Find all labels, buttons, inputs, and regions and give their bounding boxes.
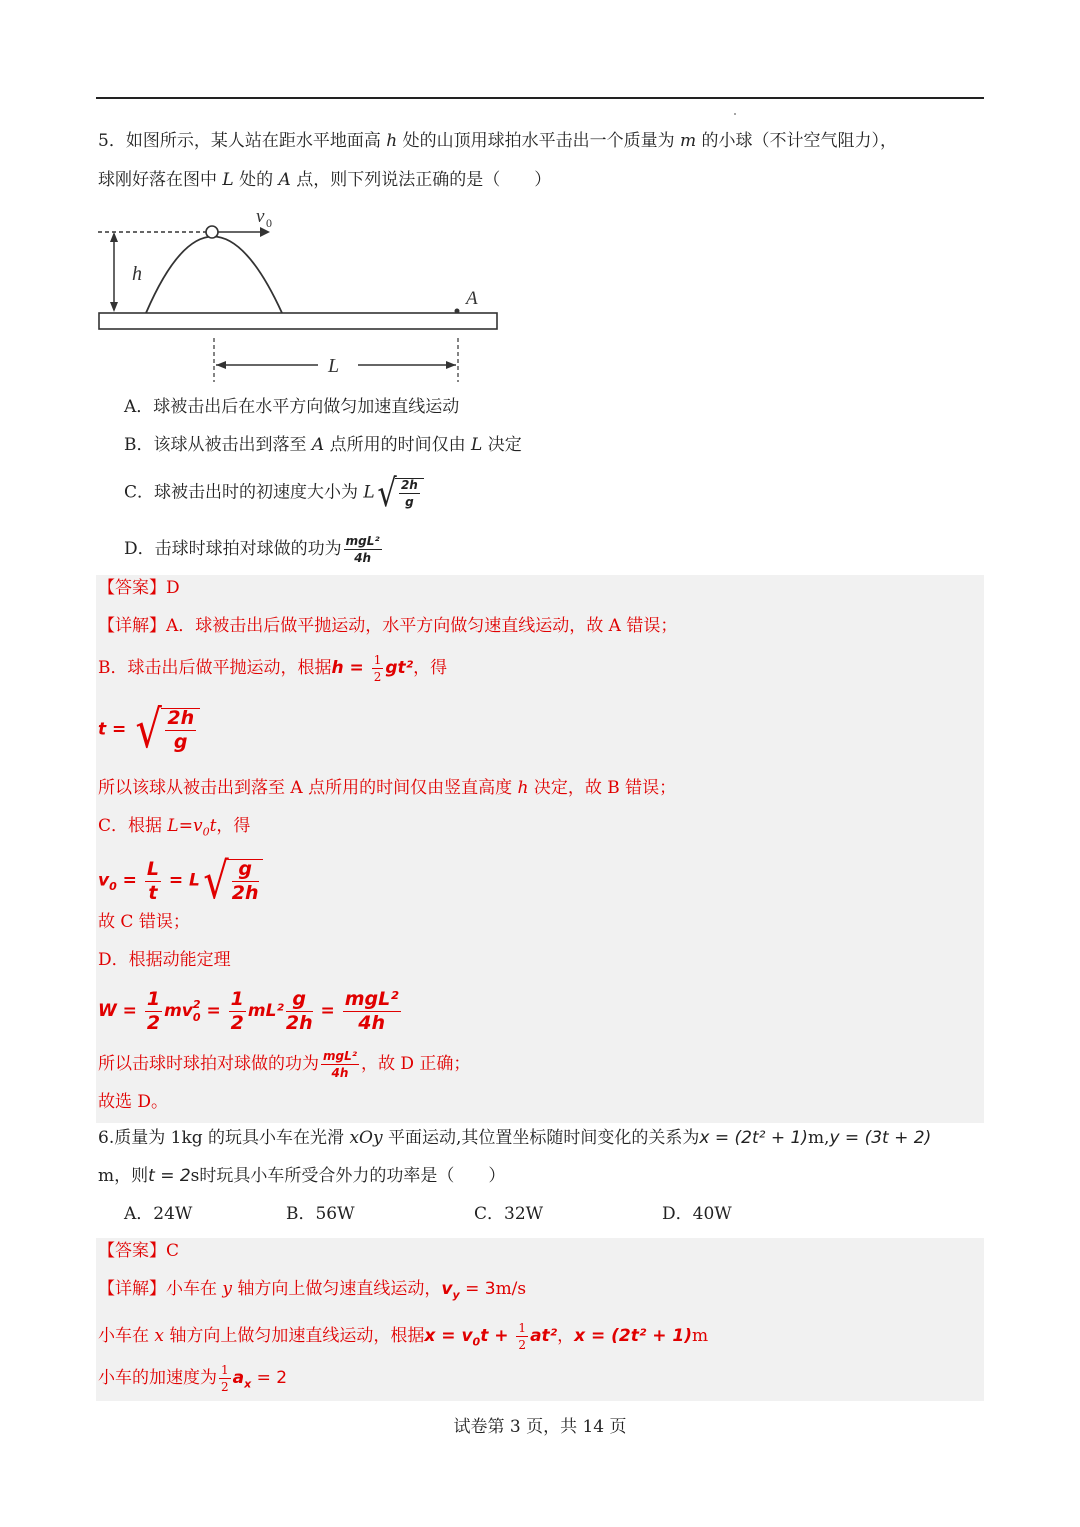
equation-part: = [314, 1001, 341, 1021]
half-fraction: $\frac{1}{2}$ [518, 1321, 527, 1352]
detail-text: ，故 D 正确； [361, 1054, 471, 1074]
fraction-denominator: 4h [358, 1012, 385, 1034]
detail-text: 轴方向上做匀速直线运动， [232, 1279, 442, 1299]
q5-option-c-var: L [363, 482, 375, 503]
figure-label-v0-sub: 0 [266, 216, 272, 230]
equation-part: W = [98, 1001, 143, 1021]
figure-label-L: L [328, 355, 340, 377]
ball [206, 226, 218, 238]
equation-part: x = (2t² + 1) [574, 1326, 693, 1346]
q5-stem-var-h: h [386, 131, 398, 151]
q5-stem-var-A: A [278, 170, 291, 190]
q5-detail-w-equation: W = $\frac{1}{2}$ mv 2 0 = $\frac{1}{2}$ mL² $\frac{g}{2h}$ = $\frac{\text{mgL²}}{4h}$ [98, 988, 399, 1034]
q6-stem-text: 平面运动,其位置坐标随时间变化的关系为 [382, 1128, 700, 1148]
half-fraction: $\frac{1}{2}$ [230, 988, 244, 1034]
answer-value: C [166, 1241, 180, 1261]
work-fraction-small [321, 1050, 359, 1079]
detail-text: 小车的加速度为 [98, 1368, 217, 1388]
q5-detail-d1: D．根据动能定理 [98, 950, 231, 970]
q5-option-b [124, 435, 522, 455]
q6-stem-line2 [98, 1166, 505, 1186]
figure-label-v0: v [256, 206, 265, 227]
equation-part: v [441, 1279, 453, 1299]
detail-text: C．根据 [98, 816, 168, 836]
q6-stem-line1 [98, 1128, 931, 1148]
q5-stem-text: 处的 [233, 170, 279, 190]
page-footer: 试卷第 3 页，共 14 页 [453, 1417, 627, 1437]
q6-detail-2 [98, 1322, 708, 1351]
half-fraction: $\frac{1}{2}$ [146, 988, 161, 1034]
equation-sub: 0 [472, 1335, 481, 1349]
detail-text: 轴方向上做匀加速直线运动，根据 [164, 1326, 425, 1346]
q6-stem-text: m，则 [98, 1166, 149, 1186]
q6-equation-y: y = (3t + 2) [829, 1128, 932, 1148]
q6-option-d: D．40W [662, 1204, 732, 1224]
L-over-t [145, 857, 161, 904]
fraction-numerator: mgL² [344, 988, 399, 1010]
q5-detail-c2: 故 C 错误； [98, 912, 190, 932]
fraction-denominator: 4h [354, 551, 372, 565]
detail-text: ，得 [216, 816, 251, 836]
equation-part: = 2 [251, 1368, 288, 1388]
q5-option-a: A．球被击出后在水平方向做匀加速直线运动 [124, 397, 460, 417]
ground-slab [99, 313, 497, 329]
work-fraction [343, 990, 401, 1033]
t-sqrt: √ $\frac{2h}{g}$ [132, 704, 200, 756]
detail-text: 小车在 [166, 1279, 223, 1299]
q6-option-a: A．24W [124, 1204, 193, 1224]
q5-stem-text: 5．如图所示，某人站在距水平地面高 [98, 131, 387, 151]
half-fraction: $\frac{1}{2}$ [373, 653, 382, 684]
equation-part: at² [530, 1326, 558, 1346]
detail-text: 决定，故 B 错误； [528, 778, 677, 798]
q5-stem-text: 处的山顶用球拍水平击出一个质量为 [397, 131, 680, 151]
q5-stem-line1 [98, 131, 897, 151]
detail-text: 所以击球时球拍对球做的功为 [98, 1054, 319, 1074]
q5-option-c-text: C．球被击出时的初速度大小为 [124, 482, 364, 503]
detail-var: y [222, 1279, 233, 1299]
detail-tag: 【详解】 [98, 616, 166, 636]
detail-var: t [209, 816, 217, 836]
equation-part: = L [162, 870, 200, 891]
q5-detail-d2 [98, 1050, 470, 1079]
q6-option-b: B．56W [286, 1204, 355, 1224]
equation-part: mv [164, 1001, 193, 1021]
q6-answer [98, 1241, 179, 1261]
projectile-figure [96, 200, 516, 390]
answer-value: D [166, 578, 180, 598]
q5-option-d-text: D．击球时球拍对球做的功为 [124, 539, 342, 559]
header-rule [96, 97, 984, 99]
header-dot [734, 113, 736, 115]
equation-part: mL² [247, 1001, 284, 1021]
sqrt-numerator: g [232, 860, 259, 882]
q5-stem-text: 点，则下列说法正确的是（ ） [290, 170, 552, 190]
q5-stem-line2 [98, 170, 551, 190]
q6-option-c: C．32W [474, 1204, 544, 1224]
answer-tag: 【答案】 [98, 1241, 166, 1261]
q5-detail-c-equation [98, 852, 263, 910]
q6-time-value: t = 2 [148, 1166, 191, 1186]
equation-part: v [98, 870, 110, 891]
q6-stem-text: m, [807, 1128, 830, 1148]
equation-sub: 0 [109, 879, 117, 893]
detail-unit: m [692, 1326, 709, 1346]
detail-var: L=v [167, 816, 203, 836]
g-over-2h [286, 990, 313, 1033]
q5-option-d-fraction [344, 535, 382, 564]
q5-detail-t-equation [98, 700, 200, 760]
q5-option-b-var: A [311, 435, 325, 455]
height-arrow-head-bottom [110, 302, 118, 312]
q6-stem-text: 6.质量为 1kg 的玩具小车在光滑 [98, 1128, 350, 1148]
detail-tag: 【详解】 [98, 1279, 166, 1299]
q5-detail-b1 [98, 654, 447, 683]
sqrt-numerator: 2h [400, 478, 418, 492]
fraction-numerator: mgL² [323, 1049, 357, 1063]
equation-sub: x [244, 1377, 252, 1391]
figure-label-A: A [466, 288, 478, 309]
q5-detail-b2 [98, 778, 676, 798]
equation-sub: y [452, 1288, 460, 1302]
equation-part: = [116, 870, 143, 891]
equation-part: t + [480, 1326, 515, 1346]
detail-text: 所以该球从被击出到落至 A 点所用的时间仅由竖直高度 [98, 778, 518, 798]
equation-part: = 3 [459, 1279, 496, 1299]
detail-text: ， [557, 1326, 575, 1346]
q6-detail-1 [98, 1279, 526, 1302]
q5-option-b-text: B．该球从被击出到落至 [124, 435, 312, 455]
detail-text: 小车在 [98, 1326, 155, 1346]
q5-detail-end: 故选 D。 [98, 1092, 169, 1112]
detail-text: ，得 [413, 658, 448, 678]
q5-option-b-var: L [471, 435, 483, 455]
q5-stem-var-m: m [680, 131, 697, 151]
detail-text: B．球击出后做平抛运动，根据 [98, 658, 332, 678]
v0-sqrt: √ $\frac{g}{2h}$ [200, 856, 263, 906]
q5-detail-a [98, 616, 677, 636]
q5-stem-text: 球刚好落在图中 [98, 170, 223, 190]
fraction-numerator: L [146, 857, 159, 880]
fraction-denominator: 4h [331, 1066, 349, 1080]
detail-unit: m/s [495, 1279, 527, 1299]
half-fraction: $\frac{1}{2}$ [221, 1363, 229, 1394]
fraction-numerator: g [286, 990, 313, 1012]
sqrt-numerator: 2h [167, 707, 195, 729]
q5-option-b-text: 决定 [482, 435, 522, 455]
detail-text: A．球被击出后做平抛运动，水平方向做匀速直线运动，故 A 错误； [166, 616, 678, 636]
equation-part: = [200, 1001, 227, 1021]
figure-label-h: h [132, 263, 142, 285]
equation-part: x = v [424, 1326, 473, 1346]
L-arrow-head-right [446, 361, 456, 369]
detail-sub: 0 [202, 825, 210, 839]
sqrt-denominator: 2h [231, 882, 259, 904]
L-arrow-head-left [216, 361, 226, 369]
answer-tag: 【答案】 [98, 578, 166, 598]
equation-part: a [232, 1368, 245, 1388]
hill-curve [146, 237, 282, 314]
q6-stem-var: xOy [349, 1128, 383, 1148]
sqrt-denominator: g [405, 495, 414, 509]
q5-option-c [124, 471, 424, 515]
q6-equation-x: x = (2t² + 1) [699, 1128, 808, 1148]
q5-option-b-text: 点所用的时间仅由 [324, 435, 471, 455]
fraction-numerator: mgL² [345, 534, 380, 548]
height-arrow-head-top [110, 232, 118, 242]
point-A [455, 309, 460, 314]
q6-stem-text: s时玩具小车所受合外力的功率是（ ） [190, 1166, 506, 1186]
detail-var: x [154, 1326, 164, 1346]
equation-part: t = [98, 719, 133, 740]
equation-part: h = [331, 658, 370, 678]
detail-var: h [517, 778, 529, 798]
q6-detail-3 [98, 1364, 287, 1393]
q5-stem-text: 的小球（不计空气阻力）， [696, 131, 898, 151]
fraction-denominator: t [148, 881, 158, 904]
q5-answer [98, 578, 180, 598]
equation-part: gt² [385, 658, 414, 678]
q5-option-c-sqrt: √ $\frac{2h}{g}$ [375, 474, 424, 512]
sqrt-denominator: g [173, 731, 188, 753]
q5-option-d [124, 535, 384, 564]
q5-detail-c1 [98, 816, 250, 839]
q5-stem-var-L: L [222, 170, 234, 190]
fraction-denominator: 2h [285, 1012, 313, 1034]
